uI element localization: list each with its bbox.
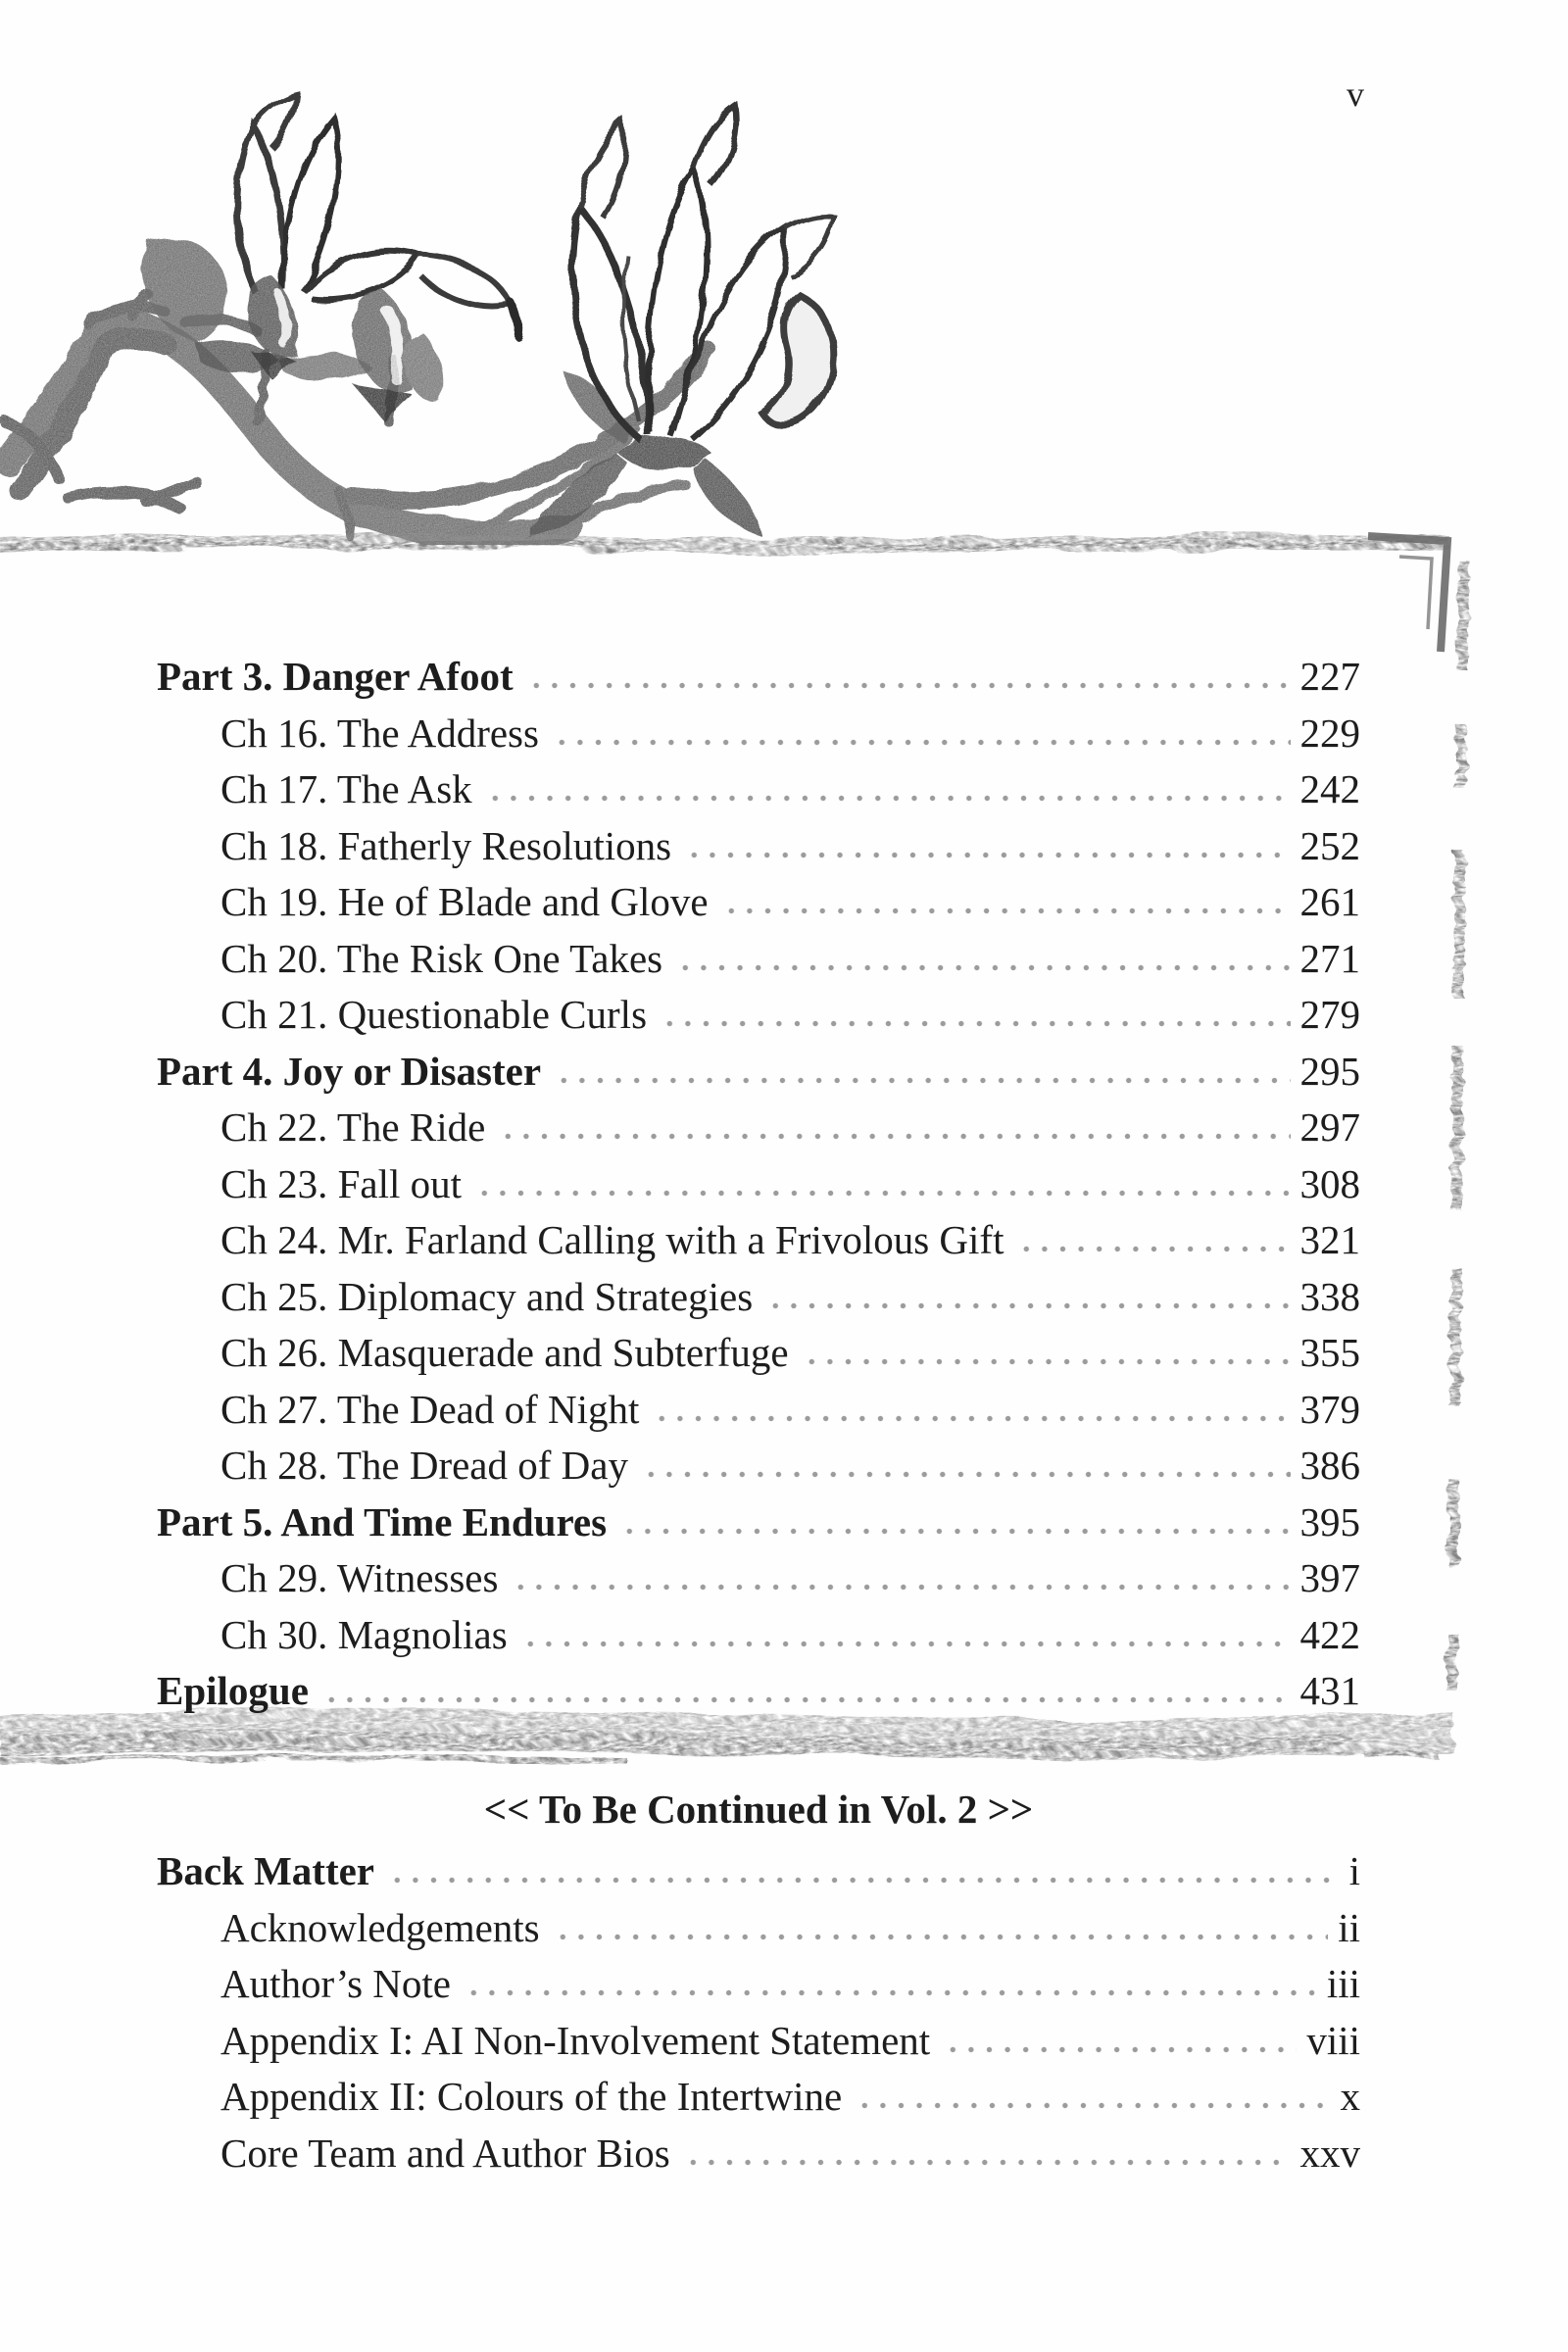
dot-leader: [856, 2102, 1330, 2109]
toc-entry-page-number: 279: [1299, 992, 1360, 1037]
toc-entry-label: Ch 21. Questionable Curls: [220, 992, 648, 1037]
toc-entry-label: Ch 28. The Dread of Day: [220, 1443, 628, 1488]
toc-entry-page-number: 379: [1299, 1386, 1360, 1432]
dot-leader: [475, 1190, 1290, 1197]
toc-row: [157, 991, 1360, 1048]
dot-leader: [685, 852, 1290, 858]
toc-row: [157, 1554, 1360, 1611]
toc-row: [157, 1273, 1360, 1330]
toc-entry-page-number: 355: [1299, 1330, 1360, 1375]
toc-entry-label: Back Matter: [157, 1848, 374, 1893]
toc-entry-page-number: 308: [1299, 1160, 1360, 1206]
toc-entry-label: Part 4. Joy or Disaster: [157, 1048, 542, 1094]
right-brush-border: [1450, 561, 1464, 1707]
toc-entry-label: Ch 19. He of Blade and Glove: [220, 879, 709, 924]
toc-entry-page-number: x: [1340, 2074, 1360, 2119]
toc-entry-page-number: 295: [1299, 1048, 1360, 1094]
frame-corner: [1368, 536, 1447, 652]
toc-row: [157, 878, 1360, 935]
toc-row: [157, 653, 1360, 710]
dot-leader: [803, 1358, 1291, 1365]
toc-entry-label: Ch 30. Magnolias: [220, 1611, 508, 1657]
toc-entry-label: Ch 22. The Ride: [220, 1104, 486, 1150]
toc-entry-label: Ch 23. Fall out: [220, 1160, 463, 1206]
toc-entry-label: Author’s Note: [220, 1961, 451, 2006]
dot-leader: [684, 2159, 1291, 2166]
folio-page-number: v: [1347, 74, 1364, 114]
dot-leader: [653, 1415, 1290, 1422]
toc-entry-label: Part 3. Danger Afoot: [157, 654, 514, 699]
dot-leader: [527, 682, 1291, 689]
toc-entry-label: Ch 25. Diplomacy and Strategies: [220, 1273, 754, 1319]
toc-row: [157, 2073, 1360, 2130]
dot-leader: [620, 1528, 1290, 1535]
toc-row: [157, 1386, 1360, 1443]
toc-row: [157, 2130, 1360, 2186]
toc-row: [157, 1329, 1360, 1386]
dot-leader: [555, 1077, 1290, 1084]
toc-entry-label: Ch 27. The Dead of Night: [220, 1386, 640, 1432]
toc-entry-label: Acknowledgements: [220, 1904, 540, 1950]
toc-entry-label: Epilogue: [157, 1668, 309, 1713]
toc-entry-label: Ch 24. Mr. Farland Calling with a Frivolous Gift: [220, 1217, 1004, 1262]
dot-leader: [486, 795, 1291, 802]
dot-leader: [554, 1934, 1329, 1940]
bottom-brush-border: [0, 1730, 1452, 1740]
dot-leader: [642, 1471, 1291, 1478]
dot-leader: [766, 1302, 1290, 1309]
dot-leader: [465, 1989, 1317, 1996]
toc-entry-page-number: viii: [1306, 2017, 1360, 2063]
toc-row: [157, 2017, 1360, 2074]
toc-main-list: [157, 653, 1360, 1724]
toc-entry-page-number: 397: [1299, 1555, 1360, 1600]
toc-entry-label: Ch 17. The Ask: [220, 766, 472, 811]
toc-row: [157, 1442, 1360, 1498]
toc-row: [157, 1611, 1360, 1668]
toc-entry-page-number: 261: [1299, 879, 1360, 924]
toc-row: [157, 822, 1360, 879]
toc-entry-label: Ch 16. The Address: [220, 710, 539, 756]
dot-leader: [512, 1584, 1290, 1591]
toc-back-matter-list: [157, 1847, 1360, 2185]
toc-entry-page-number: 271: [1299, 935, 1360, 981]
dot-leader: [1017, 1246, 1290, 1252]
toc-entry-page-number: 252: [1299, 822, 1360, 868]
toc-entry-page-number: i: [1348, 1848, 1360, 1893]
toc-row: [157, 1904, 1360, 1961]
toc-row: [157, 1498, 1360, 1555]
toc-row: [157, 765, 1360, 822]
toc-entry-label: Ch 18. Fatherly Resolutions: [220, 822, 672, 868]
toc-row: [157, 710, 1360, 766]
toc-entry-page-number: 242: [1299, 766, 1360, 811]
toc-entry-page-number: 229: [1299, 710, 1360, 756]
dot-leader: [322, 1696, 1291, 1703]
toc-entry-page-number: 395: [1299, 1498, 1360, 1544]
toc-row: [157, 1048, 1360, 1104]
dot-leader: [521, 1641, 1291, 1647]
toc-entry-page-number: 227: [1299, 654, 1360, 699]
dot-leader: [722, 907, 1291, 914]
toc-row: [157, 935, 1360, 992]
toc-row: [157, 1667, 1360, 1724]
dot-leader: [499, 1133, 1290, 1140]
toc-entry-label: Core Team and Author Bios: [220, 2130, 670, 2176]
dot-leader: [676, 964, 1290, 971]
dot-leader: [661, 1020, 1290, 1027]
toc-row: [157, 1847, 1360, 1904]
toc-entry-page-number: 321: [1299, 1217, 1360, 1262]
toc-entry-label: Ch 20. The Risk One Takes: [220, 935, 663, 981]
toc-row: [157, 1160, 1360, 1217]
toc-entry-page-number: 431: [1299, 1668, 1360, 1713]
toc-entry-page-number: 422: [1299, 1611, 1360, 1657]
toc-entry-page-number: 338: [1299, 1273, 1360, 1319]
continuation-notice: << To Be Continued in Vol. 2 >>: [483, 1787, 1034, 1832]
toc-entry-page-number: xxv: [1299, 2130, 1360, 2176]
toc-entry-page-number: 386: [1299, 1443, 1360, 1488]
dot-leader: [388, 1877, 1340, 1884]
toc-entry-label: Appendix I: AI Non-Involvement Statement: [220, 2017, 931, 2063]
toc-entry-label: Part 5. And Time Endures: [157, 1498, 608, 1544]
toc-row: [157, 1960, 1360, 2017]
right-flower: [573, 106, 834, 441]
dot-leader: [944, 2046, 1297, 2053]
toc-entry-label: Ch 29. Witnesses: [220, 1555, 499, 1600]
toc-entry-label: Appendix II: Colours of the Intertwine: [220, 2074, 843, 2119]
toc-entry-label: Ch 26. Masquerade and Subterfuge: [220, 1330, 789, 1375]
toc-entry-page-number: iii: [1326, 1961, 1360, 2006]
toc-row: [157, 1103, 1360, 1160]
magnolia-ink-painting: [0, 86, 862, 545]
toc-entry-page-number: 297: [1299, 1104, 1360, 1150]
toc-row: [157, 1216, 1360, 1273]
dot-leader: [553, 739, 1291, 746]
toc-entry-page-number: ii: [1338, 1904, 1360, 1950]
